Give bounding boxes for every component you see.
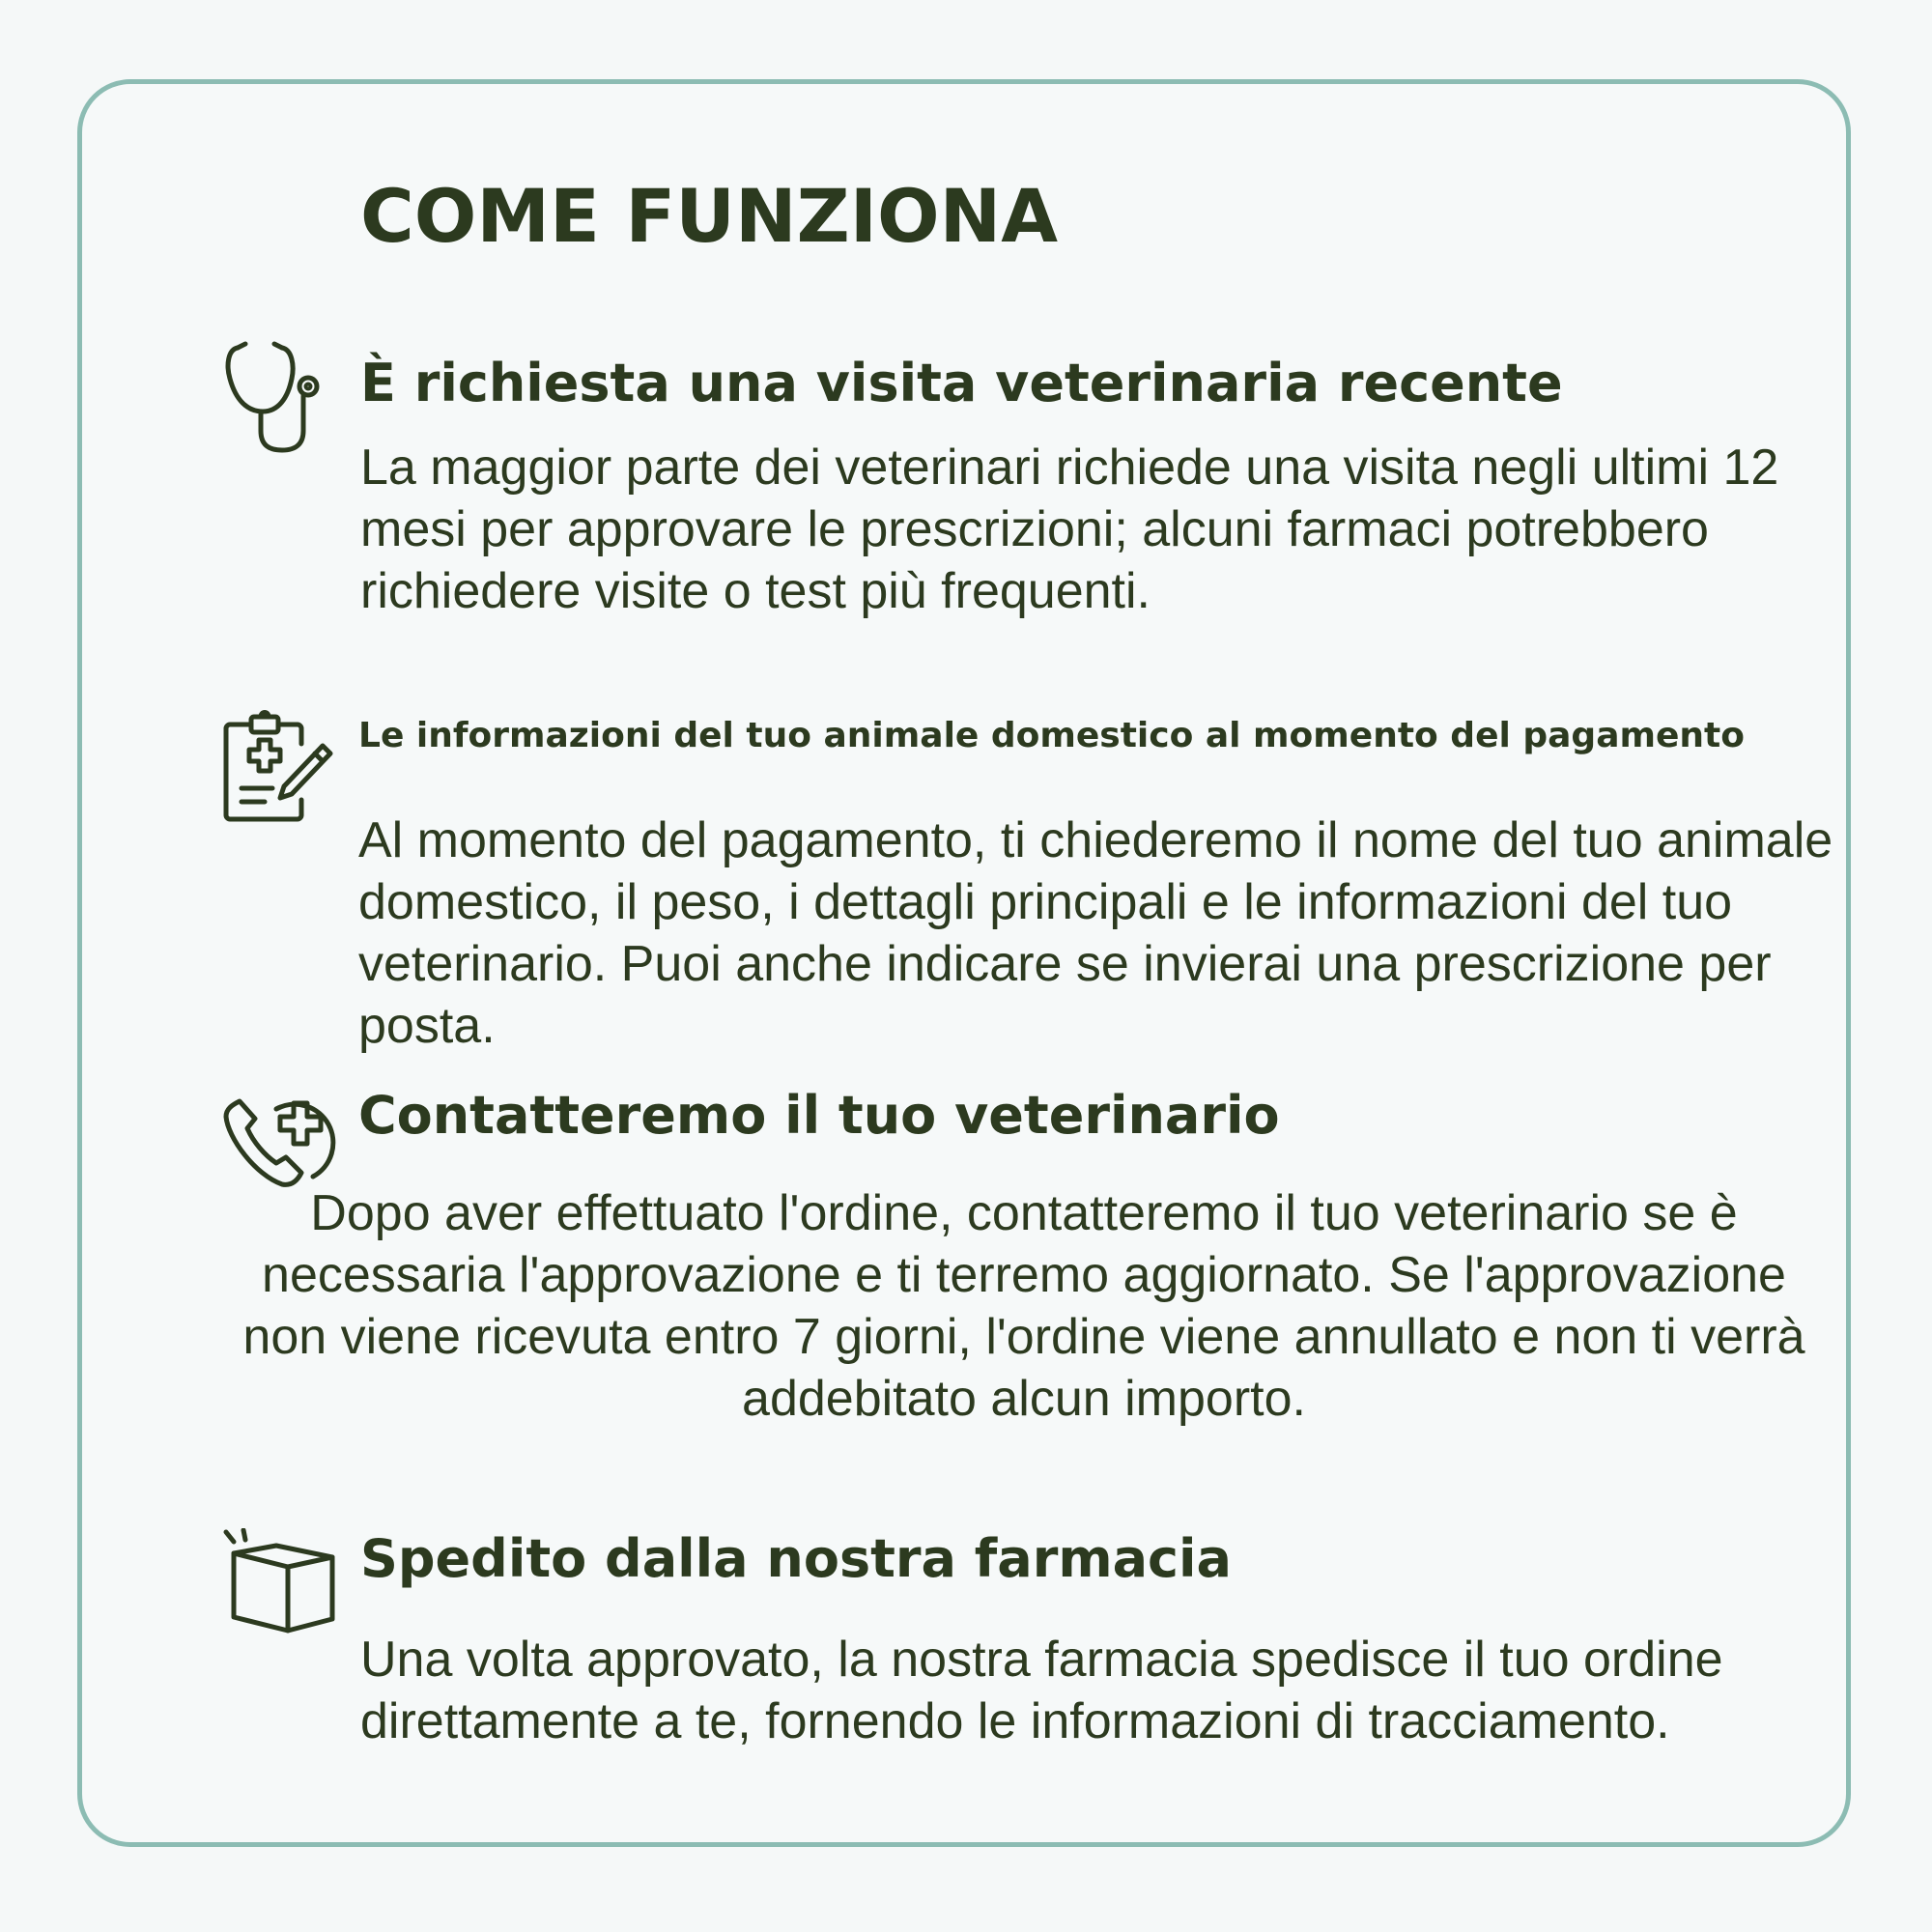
step-body-pet-info: Al momento del pagamento, ti chiederemo il nome del tuo animale domestico, il peso, i dettagli principali e le informazioni del tuo veterinario. Puoi anche indicare se invierai una prescrizione per posta.: [358, 812, 1833, 1054]
medical-phone-icon: [222, 1080, 336, 1188]
medical-clipboard-icon: [222, 707, 336, 823]
step-heading-pet-info: Le informazioni del tuo animale domestico al momento del pagamento: [358, 716, 1745, 755]
step-body-contact-vet: Dopo aver effettuato l'ordine, contatteremo il tuo veterinario se è necessaria l'approvazione e ti terremo aggiornato. Se l'approvazione non viene ricevuta entro 7 giorni, l'ordine viene annullato e non ti verrà addebitato alcun importo.: [242, 1185, 1805, 1427]
stethoscope-icon: [224, 338, 330, 454]
package-box-icon: [220, 1528, 338, 1634]
page-title: COME FUNZIONA: [360, 173, 1059, 259]
step-body-shipping: Una volta approvato, la nostra farmacia spedisce il tuo ordine direttamente a te, fornendo le informazioni di tracciamento.: [360, 1632, 1723, 1749]
step-body-vet-visit: La maggior parte dei veterinari richiede una visita negli ultimi 12 mesi per approvare le prescrizioni; alcuni farmaci potrebbero richiedere visite o test più frequenti.: [360, 440, 1779, 619]
step-heading-shipping: Spedito dalla nostra farmacia: [360, 1528, 1232, 1589]
step-heading-vet-visit: È richiesta una visita veterinaria recente: [360, 353, 1563, 413]
step-heading-contact-vet: Contatteremo il tuo veterinario: [358, 1085, 1280, 1146]
